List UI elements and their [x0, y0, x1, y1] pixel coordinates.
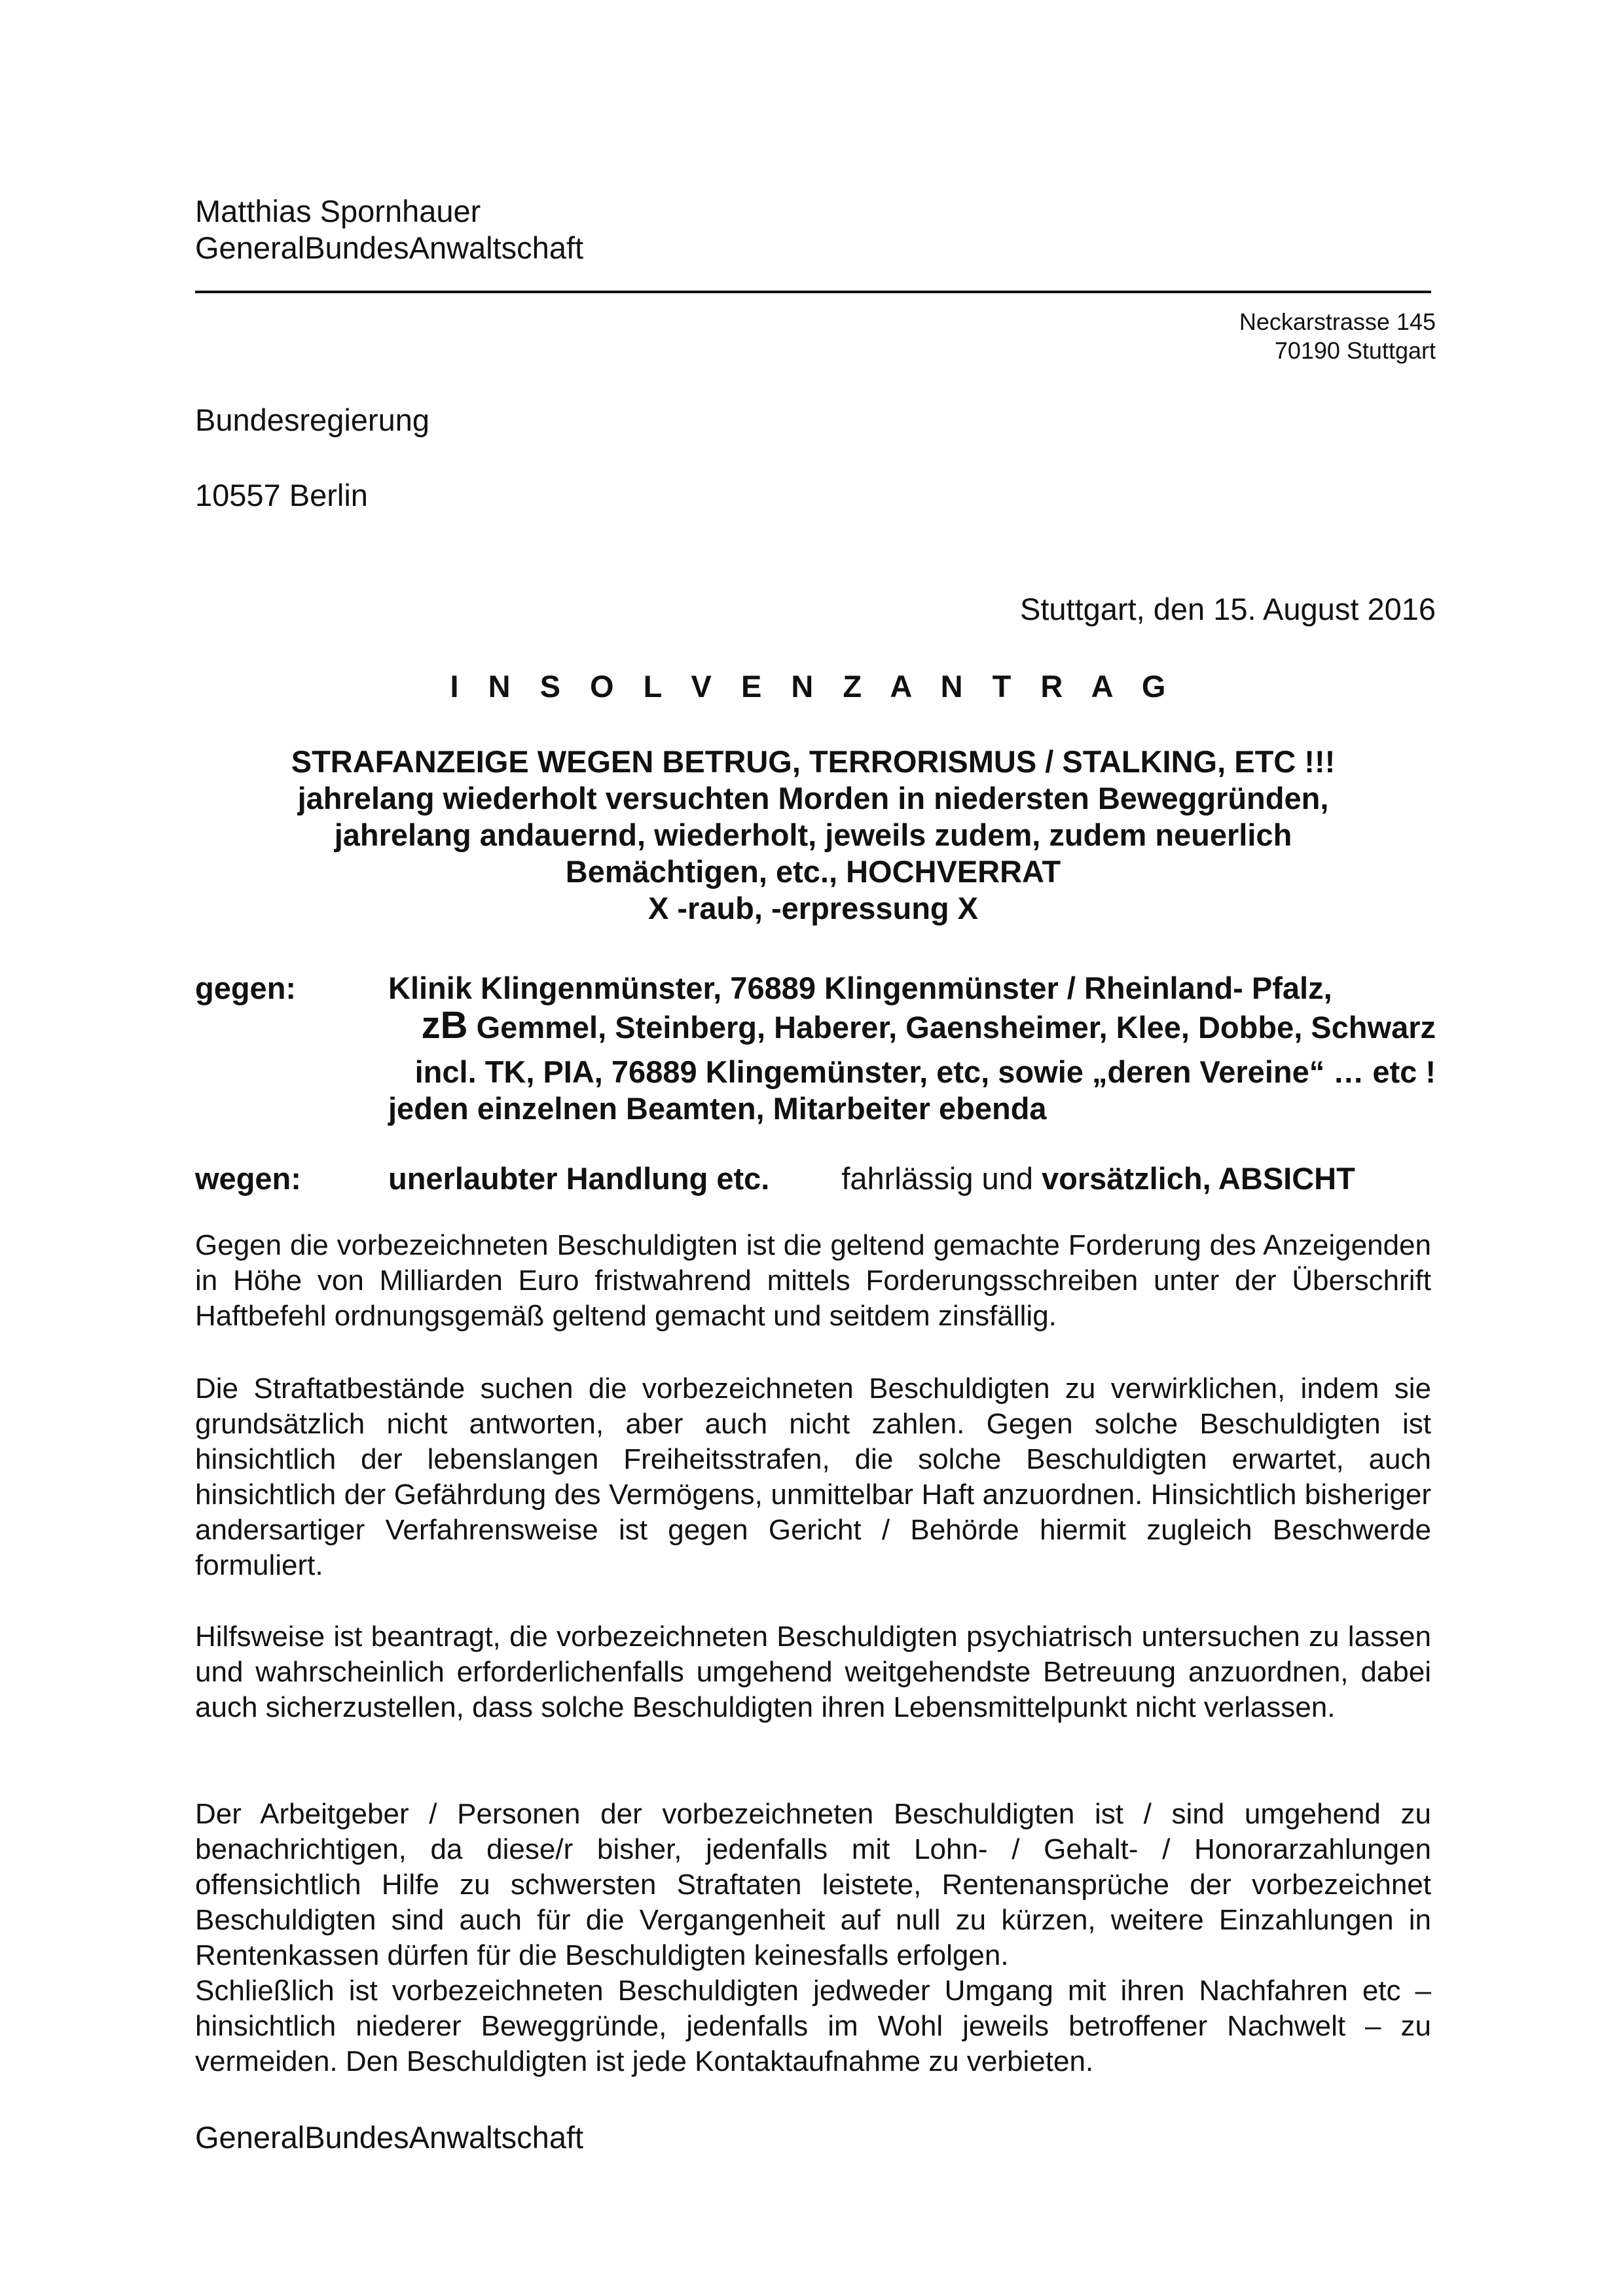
- return-address-street: Neckarstrasse 145: [1239, 308, 1436, 335]
- paragraph-text: Gegen die vorbezeichneten Beschuldigten ist die geltend gemachte Forderung des Anzeigenden in Höhe von Milliarden Euro fristwahrend mittels Forderungsschreiben unter der Überschrift Haftbefehl ordnungsgemäß geltend gemacht und seitdem zinsfällig.: [195, 1229, 1431, 1332]
- against-line-3: incl. TK, PIA, 76889 Klingemünster, etc, sowie „deren Vereine“ … etc !: [414, 1054, 1436, 1089]
- paragraph-1: [195, 1228, 1431, 1334]
- sender-name: Matthias Spornhauer: [195, 194, 481, 228]
- paragraph-2: [195, 1371, 1431, 1583]
- against-line-4: jeden einzelnen Beamten, Mitarbeiter ebenda: [388, 1091, 1047, 1126]
- reason-label: wegen:: [195, 1161, 301, 1196]
- paragraph-text: Der Arbeitgeber / Personen der vorbezeichneten Beschuldigten ist / sind umgehend zu benachrichtigen, da diese/r bisher, jedenfalls mit Lohn- / Gehalt- / Honorarzahlungen offensichtlich Hilfe zu schwersten Straftaten leistete, Rentenansprüche der vorbezeichnet Beschuldigten sind auch für die Vergangenheit auf null zu kürzen, weitere Einzahlungen in Rentenkassen dürfen für die Beschuldigten keinesfalls erfolgen.: [195, 1798, 1431, 1971]
- reason-mid: fahrlässig und: [841, 1161, 1042, 1196]
- document-title: I N S O L V E N Z A N T R A G: [450, 669, 1176, 704]
- subject-line: jahrelang andauernd, wiederholt, jeweils zudem, zudem neuerlich: [334, 817, 1292, 852]
- against-line-2: [421, 1004, 1436, 1047]
- subject-block: [195, 744, 1431, 927]
- against-label: gegen:: [195, 971, 297, 1005]
- header-divider: [195, 291, 1431, 293]
- date-line: Stuttgart, den 15. August 2016: [1020, 592, 1436, 626]
- sender-organization: GeneralBundesAnwaltschaft: [195, 230, 584, 265]
- recipient-city: 10557 Berlin: [195, 478, 368, 512]
- recipient-name: Bundesregierung: [195, 403, 429, 437]
- paragraph-text: Die Straftatbestände suchen die vorbezeichneten Beschuldigten zu verwirklichen, indem sie grundsätzlich nicht antworten, aber auch nicht zahlen. Gegen solche Beschuldigten ist hinsichtlich der lebenslangen Freiheitsstrafen, die solche Beschuldigten erwartet, auch hinsichtlich der Gefährdung des Vermögens, unmittelbar Haft anzuordnen. Hinsichtlich bisheriger andersartiger Verfahrensweise ist gegen Gericht / Behörde hiermit zugleich Beschwerde formuliert.: [195, 1372, 1431, 1581]
- paragraph-4: [195, 1797, 1431, 2079]
- reason-end: vorsätzlich, ABSICHT: [1042, 1161, 1355, 1196]
- signature: GeneralBundesAnwaltschaft: [195, 2120, 584, 2155]
- paragraph-3: [195, 1619, 1431, 1725]
- subject-line: Bemächtigen, etc., HOCHVERRAT: [565, 854, 1061, 889]
- reason-main: unerlaubter Handlung etc.: [388, 1161, 770, 1196]
- return-address-city: 70190 Stuttgart: [1274, 337, 1436, 364]
- paragraph-text: Hilfsweise ist beantragt, die vorbezeichneten Beschuldigten psychiatrisch untersuchen zu lassen und wahrscheinlich erforderlichenfalls umgehend weitgehendste Betreuung anzuordnen, dabei auch sicherzustellen, dass solche Beschuldigten ihren Lebensmittelpunkt nicht verlassen.: [195, 1621, 1431, 1723]
- accused-names: Gemmel, Steinberg, Haberer, Gaensheimer, Klee, Dobbe, Schwarz: [467, 1010, 1436, 1045]
- subject-line: jahrelang wiederholt versuchten Morden in niedersten Beweggründen,: [297, 781, 1329, 816]
- against-line-1: Klinik Klingenmünster, 76889 Klingenmünster / Rheinland- Pfalz,: [388, 971, 1332, 1005]
- sender-block: [195, 193, 583, 266]
- subject-line: X -raub, -erpressung X: [647, 891, 979, 925]
- reason-line: [388, 1160, 1355, 1197]
- return-address: [1239, 308, 1436, 365]
- zb-abbreviation: zB: [421, 1004, 468, 1047]
- paragraph-text: Schließlich ist vorbezeichneten Beschuldigten jedweder Umgang mit ihren Nachfahren etc – hinsichtlich niederer Beweggründe, jedenfalls im Wohl jeweils betroffener Nachwelt – zu vermeiden. Den Beschuldigten ist jede Kontaktaufnahme zu verbieten.: [195, 1975, 1431, 2077]
- subject-line: STRAFANZEIGE WEGEN BETRUG, TERRORISMUS / STALKING, ETC !!!: [291, 744, 1336, 779]
